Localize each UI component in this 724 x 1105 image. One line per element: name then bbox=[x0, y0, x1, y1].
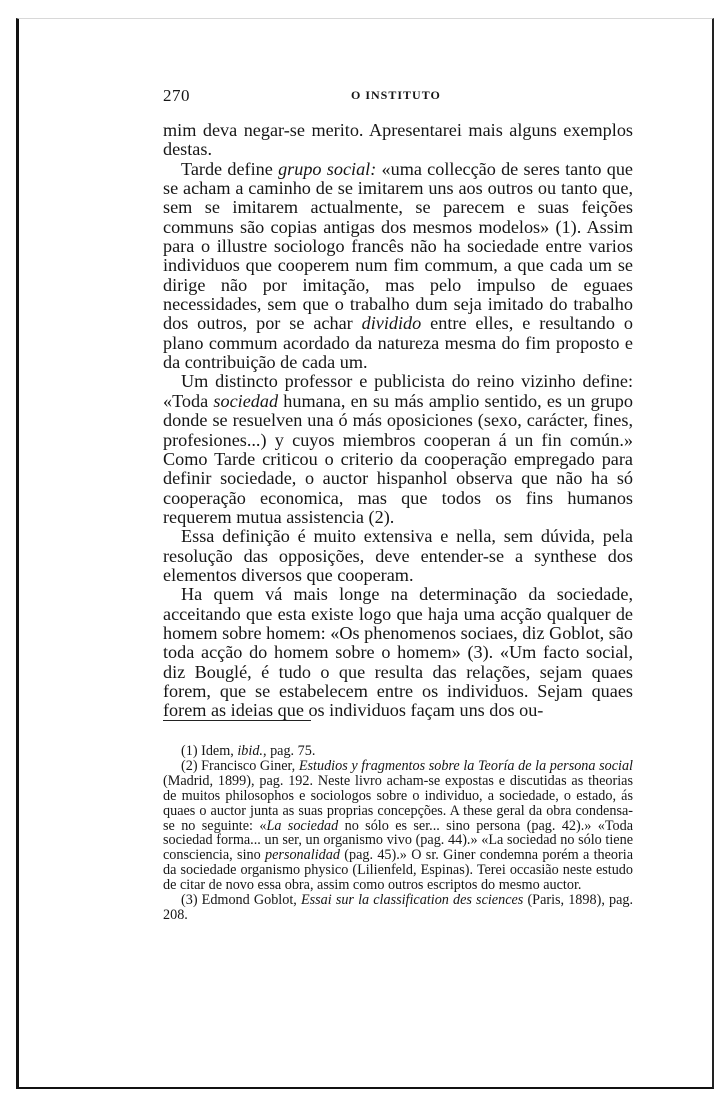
paragraph-5: Ha quem vá mais longe na determinação da sociedade, acceitando que esta existe logo que haja uma acção qualquer de homem sobre homem: «Os phenomenos sociaes, diz Goblot, são toda acção do homem sobre o homem» (3). «Um facto social, diz Bouglé, é tudo o que resulta das relações, sejam quaes forem, que se estabelecem entre os individuos. Sejam quaes forem as ideias que os individuos façam uns dos ou- bbox=[163, 584, 633, 721]
footnote-2 bbox=[163, 759, 633, 893]
paragraph-3-text-a: Um distincto professor e publicista do reino vizinho define: «Toda bbox=[163, 371, 633, 411]
paragraph-2-text-e: entre elles, e resultando o plano commum acordado da natureza mesma do fim proposto e da contribuição de cada um. bbox=[163, 313, 633, 373]
paragraph-3-text-c: humana, en su más amplio sentido, es un grupo donde se resuelven una ó más oposiciones (sexo, carácter, fines, profesiones...) y cuyos miembros cooperan á un fin común.» Como Tarde criticou o criterio da cooperação empregado para definir sociedade, o auctor hispanhol observa que não ha só cooperação economica, mas que todos os fins humanos requerem mutua assistencia (2). bbox=[163, 390, 633, 527]
footnote-1-italic: ibid. bbox=[237, 743, 263, 759]
footnote-2-text-e: no sólo es ser... sino persona (pag. 42).» «Toda sociedad forma... un ser, un organismo vivo (pag. 44).» «La sociedad no sólo tiene consciencia, sino bbox=[163, 817, 634, 864]
footnote-3-text-c: (Paris, 1898), pag. 208. bbox=[163, 892, 634, 923]
footnote-1 bbox=[163, 744, 633, 759]
footnote-2-text-a: (2) Francisco Giner, bbox=[181, 757, 299, 774]
body-text bbox=[163, 121, 633, 721]
paragraph-2-text-a: Tarde define bbox=[181, 158, 279, 179]
footnote-1-text-c: , pag. 75. bbox=[262, 743, 316, 759]
footnote-1-text-a: (1) Idem, bbox=[181, 743, 238, 759]
footnote-3-italic-title: Essai sur la classification des sciences bbox=[300, 892, 524, 909]
footnote-2-italic-personalidad: personalidad bbox=[265, 847, 340, 864]
footnotes bbox=[163, 744, 633, 923]
footnote-3 bbox=[163, 893, 633, 923]
page-number: 270 bbox=[163, 86, 190, 105]
paragraph-3-italic-sociedad: sociedad bbox=[213, 390, 279, 411]
paragraph-4: Essa definição é muito extensiva e nella, sem dúvida, pela resolução das opposições, deve entender-se a synthese dos elementos diversos que cooperam. bbox=[163, 526, 633, 585]
paragraph-3 bbox=[163, 372, 633, 527]
paragraph-2-text-c: «uma collecção de seres tanto que se acham a caminho de se imitarem uns aos outros ou tanto que, sem se imitarem actualmente, se parecem e suas feições communs são copias antigas dos mesmos modelos» (1). Assim para o illustre sociologo francês não ha sociedade entre varios individuos que cooperem num fim commum, a que cada um se dirige não por imitação, mas pelo impulso de eguaes necessidades, sem que o trabalho dum seja imitado do trabalho dos outros, por se achar bbox=[163, 158, 633, 334]
footnote-3-text-a: (3) Edmond Goblot, bbox=[181, 892, 301, 909]
paragraph-2-italic-grupo-social: grupo social: bbox=[278, 158, 377, 179]
footnote-2-italic-title: Estudios y fragmentos sobre la Teoría de la persona social bbox=[298, 757, 634, 774]
footnote-2-text-c: (Madrid, 1899), pag. 192. Neste livro acham-se expostas e discutidas as theorias de muitos philosophos e sociologos sobre o individuo, a sociedade, o estado, ás quaes o auctor junta as suas proprias concepções. A these geral da obra condensa-se no seguinte: « bbox=[163, 772, 633, 834]
footnote-rule bbox=[163, 720, 311, 721]
footnote-2-italic-la-sociedad: La sociedad bbox=[266, 817, 339, 834]
paragraph-2 bbox=[163, 160, 633, 373]
paragraph-1: mim deva negar-se merito. Apresentarei mais alguns exemplos destas. bbox=[163, 120, 633, 160]
running-title: O INSTITUTO bbox=[351, 88, 441, 102]
footnote-2-text-g: (pag. 45).» O sr. Giner condemna porém a theoria da sociedade organismo physico (Lilienfeld, Espinas). Terei occasião neste estudo de citar de novo essa obra, assim como outros escriptos do mesmo auctor. bbox=[163, 847, 633, 894]
page-header bbox=[163, 86, 633, 108]
paragraph-2-italic-dividido: dividido bbox=[361, 313, 422, 334]
